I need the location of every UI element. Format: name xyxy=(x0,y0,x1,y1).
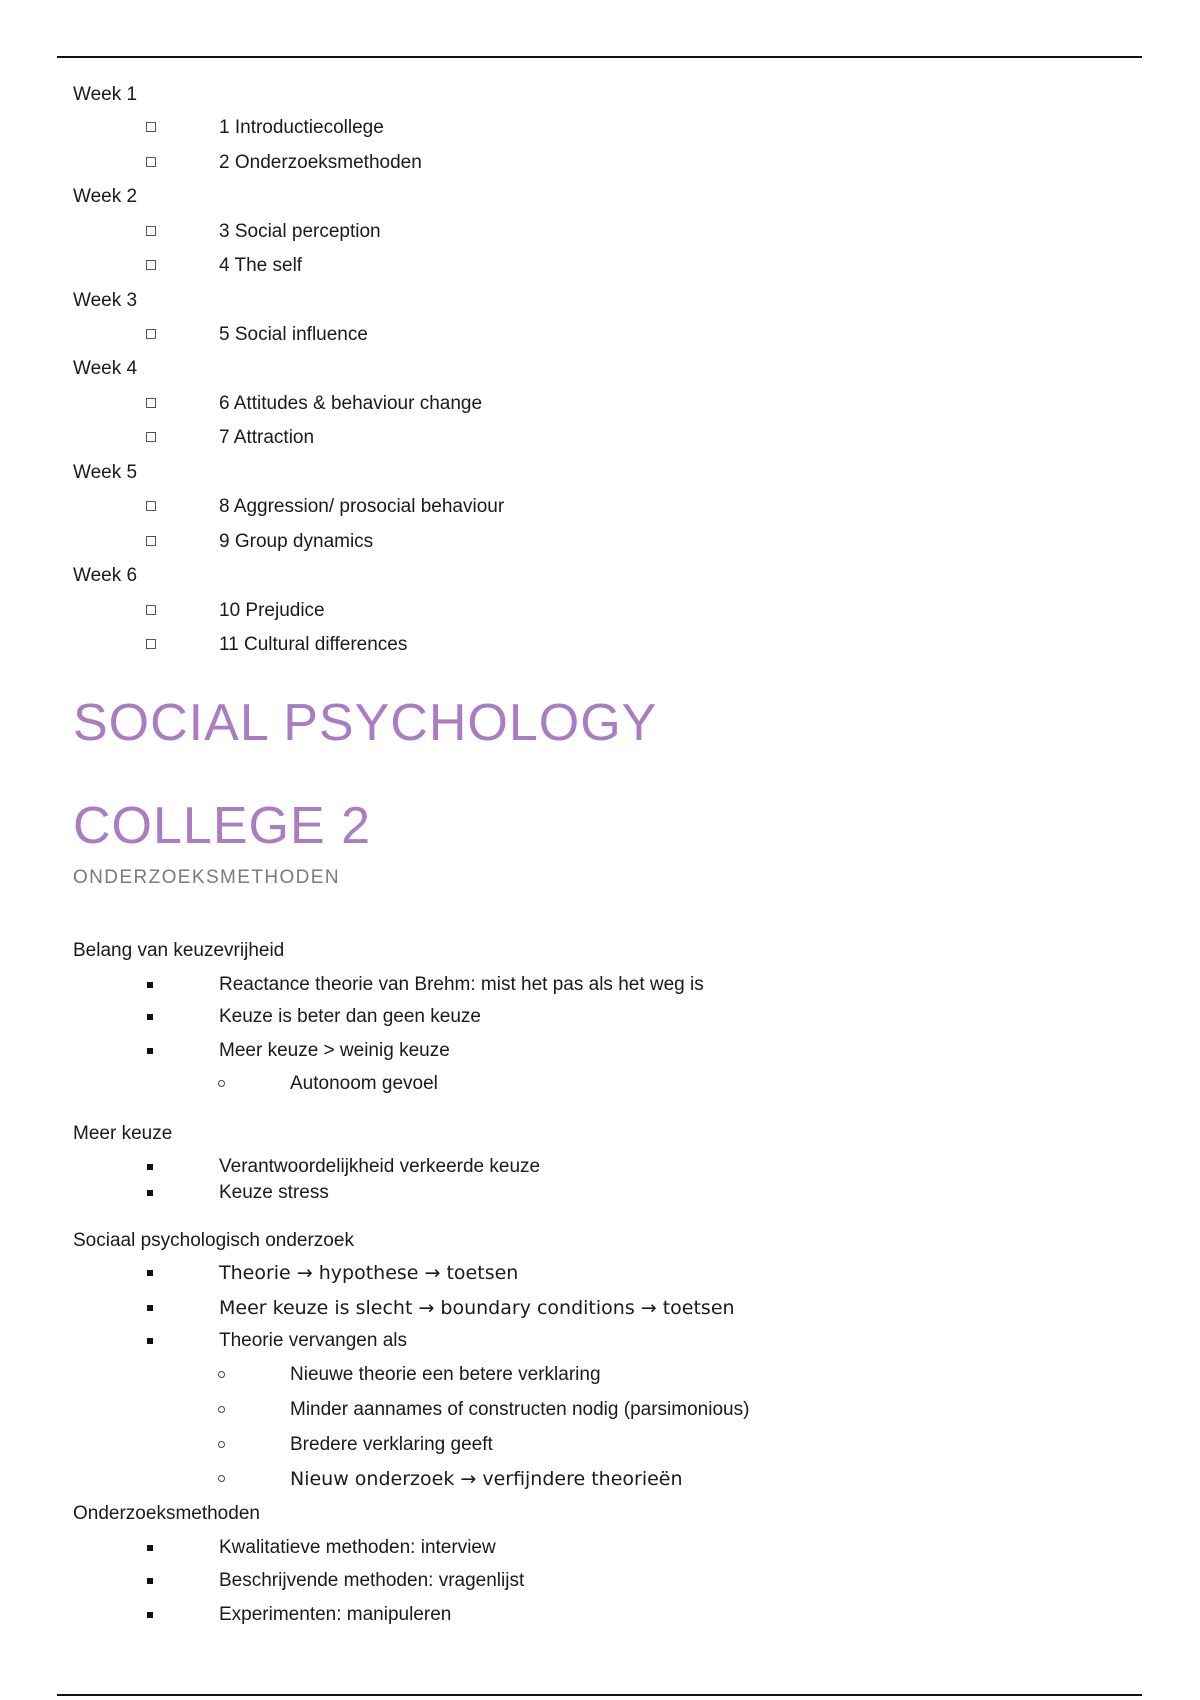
square-bullet-icon xyxy=(147,1338,153,1344)
list-item-text: Reactance theorie van Brehm: mist het pas als het weg is xyxy=(219,974,704,995)
toc-week-1: Week 1 xyxy=(73,84,138,105)
checkbox-icon[interactable] xyxy=(146,605,156,615)
square-bullet-icon xyxy=(147,1190,153,1196)
checkbox-icon[interactable] xyxy=(146,536,156,546)
list-item-text: Keuze is beter dan geen keuze xyxy=(219,1006,481,1027)
square-bullet-icon xyxy=(147,1048,153,1054)
checkbox-icon[interactable] xyxy=(146,639,156,649)
checkbox-icon[interactable] xyxy=(146,226,156,236)
toc-item-label: 3 Social perception xyxy=(219,221,381,242)
checkbox-icon[interactable] xyxy=(146,432,156,442)
checkbox-icon[interactable] xyxy=(146,157,156,167)
toc-item-label: 4 The self xyxy=(219,255,303,276)
circle-bullet-icon xyxy=(218,1371,225,1378)
section-heading: Sociaal psychologisch onderzoek xyxy=(73,1230,354,1251)
toc-item-label: 5 Social influence xyxy=(219,324,368,345)
toc-week-5: Week 5 xyxy=(73,462,138,483)
section-heading: Onderzoeksmethoden xyxy=(73,1503,260,1524)
list-item-text: Theorie vervangen als xyxy=(219,1330,407,1351)
square-bullet-icon xyxy=(147,1270,153,1276)
toc-week-4: Week 4 xyxy=(73,358,138,379)
square-bullet-icon xyxy=(147,1305,153,1311)
checkbox-icon[interactable] xyxy=(146,501,156,511)
list-item-text: Theorie → hypothese → toetsen xyxy=(219,1262,519,1284)
square-bullet-icon xyxy=(147,1578,153,1584)
list-item-text: Beschrijvende methoden: vragenlijst xyxy=(219,1570,525,1591)
square-bullet-icon xyxy=(147,1164,153,1170)
top-rule xyxy=(57,56,1142,58)
list-item-text: Kwalitatieve methoden: interview xyxy=(219,1537,496,1558)
sub-list-item-text: Autonoom gevoel xyxy=(290,1073,438,1094)
toc-week-6: Week 6 xyxy=(73,565,138,586)
sub-list-item-text: Bredere verklaring geeft xyxy=(290,1434,493,1455)
section-heading: Meer keuze xyxy=(73,1123,173,1144)
square-bullet-icon xyxy=(147,1612,153,1618)
list-item-text: Verantwoordelijkheid verkeerde keuze xyxy=(219,1156,541,1177)
square-bullet-icon xyxy=(147,982,153,988)
toc-item-label: 9 Group dynamics xyxy=(219,531,374,552)
college-title: COLLEGE 2 xyxy=(73,797,372,855)
square-bullet-icon xyxy=(147,1545,153,1551)
toc-week-3: Week 3 xyxy=(73,290,138,311)
college-subtitle: ONDERZOEKSMETHODEN xyxy=(73,867,340,888)
toc-item-label: 6 Attitudes & behaviour change xyxy=(219,393,483,414)
sub-list-item-text: Minder aannames of constructen nodig (parsimonious) xyxy=(290,1399,750,1420)
circle-bullet-icon xyxy=(218,1475,225,1482)
list-item-text: Experimenten: manipuleren xyxy=(219,1604,452,1625)
bottom-rule xyxy=(57,1694,1142,1696)
checkbox-icon[interactable] xyxy=(146,260,156,270)
toc-item-label: 1 Introductiecollege xyxy=(219,117,384,138)
square-bullet-icon xyxy=(147,1014,153,1020)
list-item-text: Meer keuze > weinig keuze xyxy=(219,1040,450,1061)
circle-bullet-icon xyxy=(218,1441,225,1448)
sub-list-item-text: Nieuwe theorie een betere verklaring xyxy=(290,1364,601,1385)
circle-bullet-icon xyxy=(218,1080,225,1087)
toc-week-2: Week 2 xyxy=(73,186,138,207)
checkbox-icon[interactable] xyxy=(146,122,156,132)
checkbox-icon[interactable] xyxy=(146,329,156,339)
toc-item-label: 7 Attraction xyxy=(219,427,315,448)
toc-item-label: 2 Onderzoeksmethoden xyxy=(219,152,422,173)
sub-list-item-text: Nieuw onderzoek → verfijndere theorieën xyxy=(290,1468,683,1490)
main-title: SOCIAL PSYCHOLOGY xyxy=(73,694,658,752)
toc-item-label: 10 Prejudice xyxy=(219,600,325,621)
list-item-text: Meer keuze is slecht → boundary conditions → toetsen xyxy=(219,1297,735,1319)
toc-item-label: 11 Cultural differences xyxy=(219,634,408,655)
list-item-text: Keuze stress xyxy=(219,1182,329,1203)
checkbox-icon[interactable] xyxy=(146,398,156,408)
circle-bullet-icon xyxy=(218,1406,225,1413)
toc-item-label: 8 Aggression/ prosocial behaviour xyxy=(219,496,505,517)
section-heading: Belang van keuzevrijheid xyxy=(73,940,285,961)
